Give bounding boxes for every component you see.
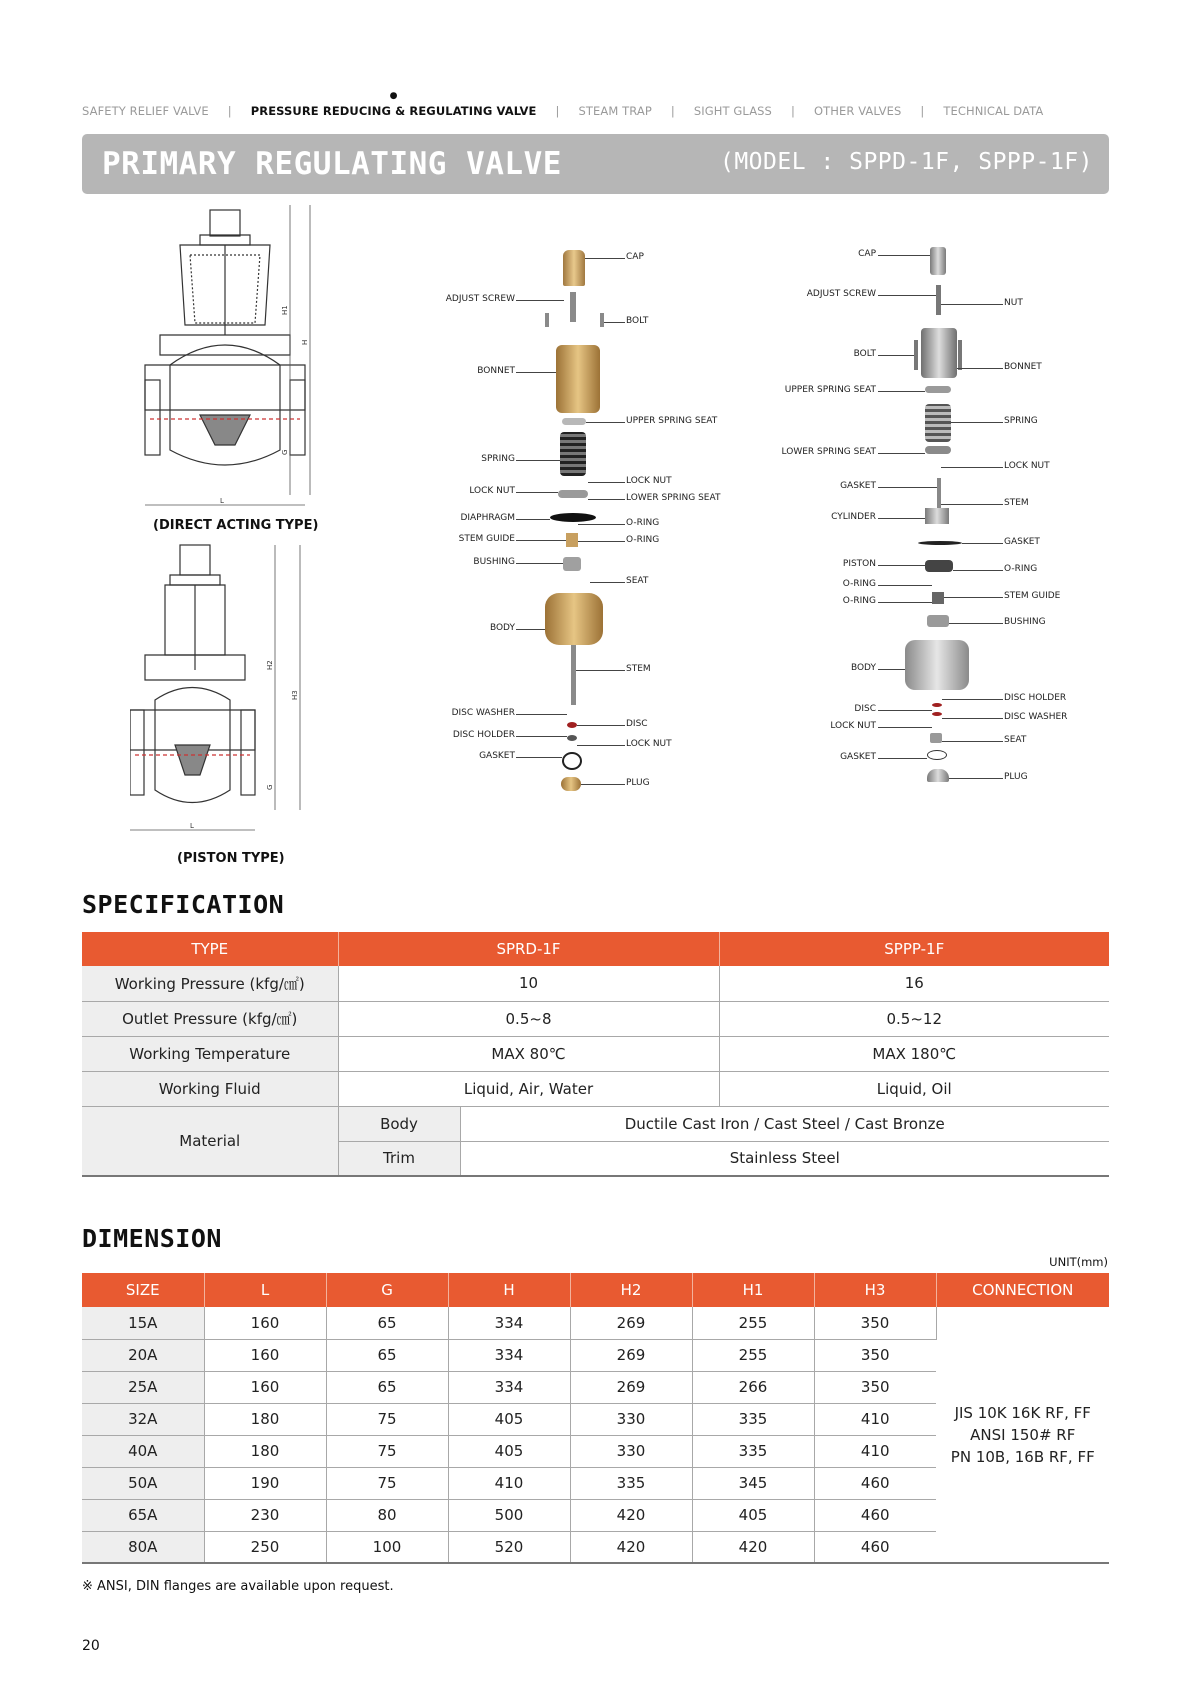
label-lower-spring-seat: LOWER SPRING SEAT (626, 493, 721, 503)
dim-h2-cell: 269 (570, 1307, 692, 1339)
dim-h2-cell: 420 (570, 1531, 692, 1563)
label-upper-spring-seat: UPPER SPRING SEAT (626, 416, 718, 426)
leader-line (577, 725, 625, 726)
label-o-ring: O-RING (626, 518, 660, 528)
dim-h1-cell: 266 (692, 1371, 814, 1403)
spec-header-type: TYPE (82, 932, 338, 966)
dim-g-cell: 65 (326, 1339, 448, 1371)
bonnet-part (921, 328, 957, 378)
label-body: BODY (489, 623, 515, 633)
label-bolt: BOLT (853, 349, 876, 359)
nav-item-technical-data[interactable]: TECHNICAL DATA (943, 104, 1044, 118)
label-o-ring: O-RING (842, 579, 876, 589)
leader-line (586, 422, 625, 423)
dimension-label: L (220, 497, 224, 505)
dim-l-cell: 230 (204, 1499, 326, 1531)
dim-size-cell: 40A (82, 1435, 204, 1467)
specification-table (82, 932, 1109, 1177)
spec-material-label: Material (82, 1106, 338, 1176)
table-row (82, 1307, 1109, 1339)
active-marker-icon: ● (389, 91, 398, 101)
bushing-part (927, 615, 949, 627)
leader-line (516, 492, 558, 493)
leader-line (949, 778, 1003, 779)
section-nav (82, 91, 1044, 126)
lower-spring-seat-part (558, 490, 588, 498)
bolt-part (545, 313, 549, 327)
label-disc: DISC (854, 704, 876, 714)
leader-line (941, 504, 1003, 505)
nav-separator: | (555, 104, 560, 118)
dimension-label: G (266, 784, 274, 790)
disc-part (932, 703, 942, 707)
label-spring: SPRING (1004, 416, 1038, 426)
dim-g-cell: 75 (326, 1467, 448, 1499)
dimension-label: G (281, 449, 289, 455)
label-bolt: BOLT (626, 316, 649, 326)
dim-h3-cell: 460 (814, 1531, 936, 1563)
leader-line (878, 727, 932, 728)
dim-l-cell: 180 (204, 1435, 326, 1467)
dim-h-cell: 520 (448, 1531, 570, 1563)
dimension-heading: DIMENSION (82, 1224, 222, 1253)
cap-part (930, 247, 946, 275)
bushing-part (563, 557, 581, 571)
gasket-part (927, 750, 947, 760)
spec-value-sprd: MAX 80℃ (338, 1036, 719, 1071)
dim-size-cell: 25A (82, 1371, 204, 1403)
spec-value-sppp: 16 (719, 966, 1109, 1001)
dim-h1-cell: 335 (692, 1403, 814, 1435)
spec-trim-value: Stainless Steel (460, 1141, 1109, 1176)
direct-acting-drawing (140, 205, 330, 515)
label-cylinder: CYLINDER (831, 512, 876, 522)
leader-line (590, 582, 625, 583)
leader-line (516, 736, 567, 737)
spec-row-label: Working Temperature (82, 1036, 338, 1071)
label-nut: NUT (1004, 298, 1023, 308)
leader-line (516, 629, 545, 630)
dim-size-cell: 20A (82, 1339, 204, 1371)
dim-h1-cell: 255 (692, 1339, 814, 1371)
leader-line (578, 524, 625, 525)
dim-h3-cell: 410 (814, 1435, 936, 1467)
nav-item-safety-relief-valve[interactable]: SAFETY RELIEF VALVE (82, 104, 209, 118)
label-upper-spring-seat: UPPER SPRING SEAT (784, 385, 876, 395)
bonnet-part (556, 345, 600, 413)
dim-g-cell: 75 (326, 1435, 448, 1467)
leader-line (516, 372, 556, 373)
dim-header-g: G (326, 1273, 448, 1307)
dim-h1-cell: 335 (692, 1435, 814, 1467)
dim-header-h2: H2 (570, 1273, 692, 1307)
label-body: BODY (850, 663, 876, 673)
piston-type-drawing (130, 540, 330, 845)
leader-line (949, 623, 1003, 624)
nav-separator: | (227, 104, 232, 118)
leader-line (953, 570, 1003, 571)
dim-h3-cell: 410 (814, 1403, 936, 1435)
dim-h2-cell: 330 (570, 1403, 692, 1435)
nav-item-pressure-reducing[interactable] (250, 91, 537, 118)
label-o-ring: O-RING (626, 535, 660, 545)
piston-part (925, 560, 953, 572)
label-bonnet: BONNET (477, 366, 515, 376)
label-plug: PLUG (1004, 772, 1028, 782)
leader-line (588, 482, 625, 483)
spec-row-label: Working Fluid (82, 1071, 338, 1106)
leader-line (941, 467, 1003, 468)
spec-row-material (82, 1106, 1109, 1141)
leader-line (942, 699, 1003, 700)
dim-h3-cell: 460 (814, 1499, 936, 1531)
footnote: ※ ANSI, DIN flanges are available upon request. (82, 1579, 394, 1594)
dim-header-l: L (204, 1273, 326, 1307)
label-stem-guide: STEM GUIDE (1004, 591, 1061, 601)
label-adjust-screw: ADJUST SCREW (806, 289, 876, 299)
label-bushing: BUSHING (473, 557, 515, 567)
stem-part (571, 645, 576, 705)
dim-h-cell: 405 (448, 1403, 570, 1435)
unit-note: UNIT(mm) (1049, 1255, 1108, 1269)
leader-line (581, 784, 625, 785)
connection-line: PN 10B, 16B RF, FF (950, 1447, 1095, 1466)
dim-h-cell: 500 (448, 1499, 570, 1531)
dim-h-cell: 334 (448, 1307, 570, 1339)
dim-h-cell: 410 (448, 1467, 570, 1499)
dim-g-cell: 65 (326, 1371, 448, 1403)
dimension-label: H (301, 339, 309, 345)
label-seat: SEAT (626, 576, 649, 586)
stem-guide-part (566, 533, 578, 547)
dim-size-cell: 15A (82, 1307, 204, 1339)
dim-h3-cell: 350 (814, 1339, 936, 1371)
nav-separator: | (670, 104, 675, 118)
leader-line (942, 741, 1003, 742)
dim-l-cell: 160 (204, 1339, 326, 1371)
spec-value-sprd: Liquid, Air, Water (338, 1071, 719, 1106)
bolt-part (600, 313, 604, 327)
nav-separator: | (920, 104, 925, 118)
leader-line (516, 714, 567, 715)
dim-h2-cell: 269 (570, 1339, 692, 1371)
seat-part (930, 733, 942, 743)
label-stem-guide: STEM GUIDE (458, 534, 515, 544)
cylinder-part (925, 508, 949, 524)
dim-size-cell: 50A (82, 1467, 204, 1499)
leader-line (878, 255, 930, 256)
diaphragm-part (550, 513, 596, 522)
leader-line (516, 300, 564, 301)
label-seat: SEAT (1004, 735, 1027, 745)
adjust-screw-part (936, 285, 941, 315)
spec-body-value: Ductile Cast Iron / Cast Steel / Cast Bronze (460, 1106, 1109, 1141)
disc-holder-part (567, 735, 577, 741)
dim-h-cell: 405 (448, 1435, 570, 1467)
spring-part (560, 432, 586, 476)
leader-line (878, 710, 932, 711)
dim-l-cell: 160 (204, 1371, 326, 1403)
spec-row (82, 1036, 1109, 1071)
label-cap: CAP (858, 249, 876, 259)
label-spring: SPRING (481, 454, 515, 464)
leader-line (578, 541, 625, 542)
leader-line (577, 745, 625, 746)
dimension-label: L (190, 822, 194, 830)
dimension-label: H1 (281, 305, 289, 315)
leader-line (878, 602, 932, 603)
leader-line (951, 422, 1003, 423)
cap-part (563, 250, 585, 286)
upper-spring-seat-part (562, 418, 586, 425)
leader-line (588, 499, 625, 500)
spec-body-label: Body (338, 1106, 460, 1141)
title-bar (82, 134, 1109, 194)
plug-part (927, 769, 949, 782)
spec-value-sppp: Liquid, Oil (719, 1071, 1109, 1106)
leader-line (957, 368, 1003, 369)
dim-header-size: SIZE (82, 1273, 204, 1307)
label-lock-nut-right: LOCK NUT (626, 476, 672, 486)
nav-item-steam-trap[interactable]: STEAM TRAP (578, 104, 652, 118)
dim-g-cell: 75 (326, 1403, 448, 1435)
upper-spring-seat-part (925, 386, 951, 393)
label-adjust-screw: ADJUST SCREW (445, 294, 515, 304)
label-lock-nut: LOCK NUT (830, 721, 876, 731)
label-bonnet: BONNET (1004, 362, 1042, 372)
spec-row-label: Outlet Pressure (kfg/㎠) (82, 1001, 338, 1036)
dim-header-h3: H3 (814, 1273, 936, 1307)
dim-h3-cell: 350 (814, 1371, 936, 1403)
dim-h-cell: 334 (448, 1339, 570, 1371)
bolt-part (914, 340, 918, 370)
dimension-table (82, 1273, 1109, 1564)
label-disc-washer: DISC WASHER (451, 708, 515, 718)
dim-g-cell: 65 (326, 1307, 448, 1339)
leader-line (878, 565, 925, 566)
label-stem: STEM (626, 664, 651, 674)
dim-h2-cell: 335 (570, 1467, 692, 1499)
plug-part (561, 777, 581, 791)
dim-h1-cell: 345 (692, 1467, 814, 1499)
label-gasket-lower: GASKET (840, 752, 876, 762)
dim-h1-cell: 405 (692, 1499, 814, 1531)
dimension-label: H2 (266, 660, 274, 670)
label-gasket: GASKET (840, 481, 876, 491)
dim-h2-cell: 269 (570, 1371, 692, 1403)
label-o-ring: O-RING (842, 596, 876, 606)
label-cap: CAP (626, 252, 644, 262)
label-disc: DISC (626, 719, 648, 729)
leader-line (962, 543, 1003, 544)
connection-line: ANSI 150# RF (970, 1425, 1076, 1444)
disc-part (567, 722, 577, 728)
spec-value-sprd: 10 (338, 966, 719, 1001)
dim-h1-cell: 420 (692, 1531, 814, 1563)
nav-item-other-valves[interactable]: OTHER VALVES (813, 104, 902, 118)
leader-line (878, 453, 925, 454)
lower-spring-seat-part (925, 446, 951, 454)
page-number: 20 (82, 1638, 100, 1654)
label-gasket: GASKET (479, 751, 515, 761)
leader-line (878, 669, 905, 670)
leader-line (516, 563, 563, 564)
dim-l-cell: 190 (204, 1467, 326, 1499)
dim-h2-cell: 330 (570, 1435, 692, 1467)
piston-type-caption: (PISTON TYPE) (177, 851, 285, 866)
bolt-part (958, 340, 962, 370)
stem-guide-part (932, 592, 944, 604)
nav-item-label: PRESSURE REDUCING & REGULATING VALVE (250, 104, 537, 118)
dimension-label: H3 (291, 690, 299, 700)
specification-heading: SPECIFICATION (82, 890, 285, 919)
leader-line (878, 487, 937, 488)
label-gasket-right: GASKET (1004, 537, 1040, 547)
model-subtitle: (MODEL : SPPD-1F, SPPP-1F) (719, 149, 1093, 175)
dim-h3-cell: 460 (814, 1467, 936, 1499)
dim-connection-cell (936, 1307, 1109, 1563)
label-lock-nut-lower: LOCK NUT (626, 739, 672, 749)
spec-row (82, 966, 1109, 1001)
label-bushing: BUSHING (1004, 617, 1046, 627)
dim-l-cell: 250 (204, 1531, 326, 1563)
spec-row-label: Working Pressure (kfg/㎠) (82, 966, 338, 1001)
dim-h3-cell: 350 (814, 1307, 936, 1339)
leader-line (576, 670, 625, 671)
leader-line (878, 391, 925, 392)
spec-header-sppp: SPPP-1F (719, 932, 1109, 966)
dim-g-cell: 80 (326, 1499, 448, 1531)
spec-value-sprd: 0.5~8 (338, 1001, 719, 1036)
dim-header-h: H (448, 1273, 570, 1307)
leader-line (516, 540, 566, 541)
page-title: PRIMARY REGULATING VALVE (102, 146, 562, 182)
label-piston: PISTON (842, 559, 876, 569)
leader-line (516, 519, 550, 520)
nav-separator: | (790, 104, 795, 118)
label-lock-nut: LOCK NUT (469, 486, 515, 496)
leader-line (516, 757, 562, 758)
spec-row (82, 1071, 1109, 1106)
dim-header-connection: CONNECTION (936, 1273, 1109, 1307)
body-part (545, 593, 603, 645)
dim-l-cell: 180 (204, 1403, 326, 1435)
dim-size-cell: 80A (82, 1531, 204, 1563)
connection-line: JIS 10K 16K RF, FF (954, 1403, 1091, 1422)
label-plug: PLUG (626, 778, 650, 788)
label-disc-washer: DISC WASHER (1004, 712, 1068, 722)
dim-l-cell: 160 (204, 1307, 326, 1339)
leader-line (585, 258, 625, 259)
leader-line (941, 304, 1003, 305)
leader-line (944, 597, 1003, 598)
dim-h2-cell: 420 (570, 1499, 692, 1531)
spec-value-sppp: 0.5~12 (719, 1001, 1109, 1036)
spec-header-sprd: SPRD-1F (338, 932, 719, 966)
leader-line (878, 355, 914, 356)
leader-line (604, 322, 625, 323)
label-disc-holder: DISC HOLDER (452, 730, 515, 740)
spec-trim-label: Trim (338, 1141, 460, 1176)
label-lower-spring-seat: LOWER SPRING SEAT (781, 447, 876, 457)
dim-h-cell: 334 (448, 1371, 570, 1403)
leader-line (516, 460, 560, 461)
label-o-ring-right: O-RING (1004, 564, 1038, 574)
disc-washer-part (932, 712, 942, 716)
body-part (905, 640, 969, 690)
gasket-part (918, 541, 962, 545)
spec-value-sppp: MAX 180℃ (719, 1036, 1109, 1071)
nav-item-sight-glass[interactable]: SIGHT GLASS (693, 104, 772, 118)
leader-line (878, 518, 925, 519)
label-disc-holder: DISC HOLDER (1004, 693, 1067, 703)
adjust-screw-part (570, 292, 576, 322)
label-lock-nut-right: LOCK NUT (1004, 461, 1050, 471)
dim-size-cell: 65A (82, 1499, 204, 1531)
spring-part (925, 404, 951, 442)
label-stem: STEM (1004, 498, 1029, 508)
direct-acting-caption: (DIRECT ACTING TYPE) (153, 518, 319, 533)
dim-size-cell: 32A (82, 1403, 204, 1435)
gasket-part (562, 752, 582, 770)
leader-line (878, 585, 932, 586)
dim-h1-cell: 255 (692, 1307, 814, 1339)
dim-header-h1: H1 (692, 1273, 814, 1307)
dim-g-cell: 100 (326, 1531, 448, 1563)
leader-line (878, 295, 936, 296)
spec-row (82, 1001, 1109, 1036)
label-diaphragm: DIAPHRAGM (460, 513, 515, 523)
leader-line (942, 718, 1003, 719)
leader-line (878, 758, 927, 759)
